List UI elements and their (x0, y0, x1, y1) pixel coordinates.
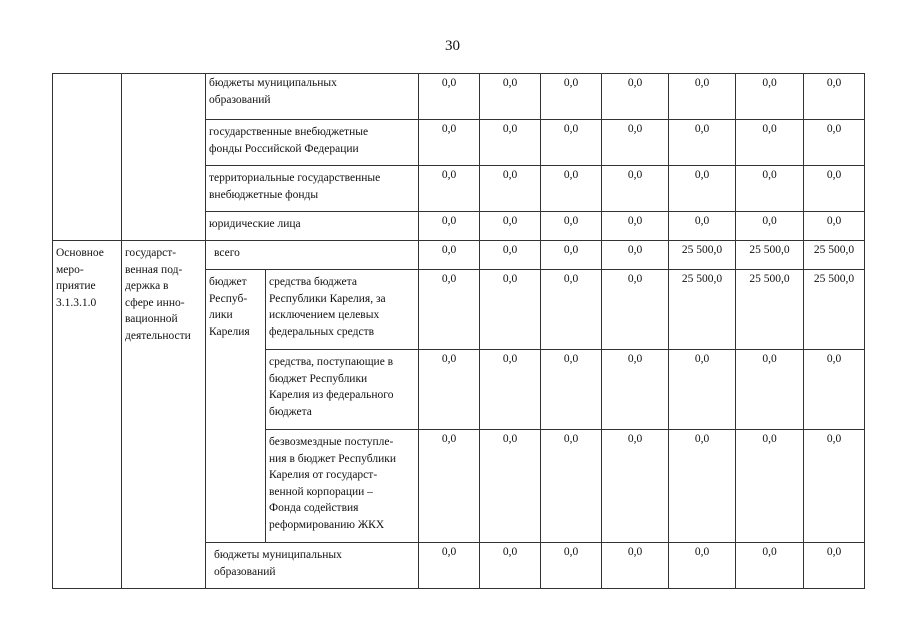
value-cell: 25 500,0 (669, 270, 736, 350)
status-cell-empty (53, 74, 122, 241)
value-cell: 0,0 (602, 166, 669, 212)
value-cell: 0,0 (541, 430, 602, 543)
value-cell: 25 500,0 (736, 270, 804, 350)
value-cell: 0,0 (736, 212, 804, 241)
value-cell: 0,0 (419, 166, 480, 212)
value-cell: 0,0 (736, 120, 804, 166)
value-cell: 0,0 (602, 350, 669, 430)
value-cell: 0,0 (669, 212, 736, 241)
value-cell: 0,0 (541, 543, 602, 589)
value-cell: 0,0 (419, 350, 480, 430)
value-cell: 0,0 (669, 430, 736, 543)
page-number: 30 (445, 38, 460, 54)
value-cell: 0,0 (804, 120, 865, 166)
value-cell: 0,0 (480, 430, 541, 543)
value-cell: 0,0 (419, 430, 480, 543)
value-cell: 0,0 (804, 350, 865, 430)
value-cell: 0,0 (804, 430, 865, 543)
value-cell: 0,0 (480, 74, 541, 120)
value-cell: 0,0 (480, 120, 541, 166)
value-cell: 25 500,0 (736, 241, 804, 270)
source-cell: юридические лица (206, 212, 419, 241)
value-cell: 0,0 (736, 350, 804, 430)
value-cell: 0,0 (419, 212, 480, 241)
value-cell: 0,0 (602, 74, 669, 120)
measure-name-cell: государст- венная под- держка в сфере инно- вационной деятельности (122, 241, 206, 589)
value-cell: 0,0 (736, 166, 804, 212)
value-cell: 0,0 (669, 74, 736, 120)
value-cell: 0,0 (480, 543, 541, 589)
value-cell: 0,0 (541, 74, 602, 120)
source-cell: средства, поступающие в бюджет Республики Карелия из федерального бюджета (266, 350, 419, 430)
value-cell: 0,0 (669, 350, 736, 430)
value-cell: 0,0 (480, 350, 541, 430)
source-cell-total: всего (206, 241, 419, 270)
source-cell: государственные внебюджетные фонды Российской Федерации (206, 120, 419, 166)
value-cell: 0,0 (602, 241, 669, 270)
value-cell: 0,0 (804, 543, 865, 589)
value-cell: 0,0 (419, 74, 480, 120)
value-cell: 0,0 (736, 543, 804, 589)
value-cell: 0,0 (419, 543, 480, 589)
value-cell: 0,0 (419, 270, 480, 350)
budget-group-cell: бюджет Респуб- лики Карелия (206, 270, 266, 543)
value-cell: 0,0 (541, 350, 602, 430)
source-cell: территориальные государственные внебюджетные фонды (206, 166, 419, 212)
value-cell: 0,0 (602, 212, 669, 241)
source-cell: бюджеты муниципальных образований (206, 543, 419, 589)
value-cell: 0,0 (602, 270, 669, 350)
value-cell: 0,0 (804, 74, 865, 120)
value-cell: 0,0 (480, 270, 541, 350)
value-cell: 0,0 (480, 241, 541, 270)
source-cell: безвозмездные поступле- ния в бюджет Республики Карелия от государст- венной корпорации – Фонда содействия реформированию ЖКХ (266, 430, 419, 543)
value-cell: 0,0 (419, 241, 480, 270)
value-cell: 0,0 (480, 212, 541, 241)
value-cell: 0,0 (669, 543, 736, 589)
value-cell: 0,0 (541, 241, 602, 270)
name-cell-empty (122, 74, 206, 241)
budget-table (52, 73, 865, 589)
table-row (53, 241, 865, 270)
value-cell: 0,0 (736, 74, 804, 120)
value-cell: 0,0 (419, 120, 480, 166)
value-cell: 0,0 (480, 166, 541, 212)
value-cell: 25 500,0 (804, 270, 865, 350)
value-cell: 0,0 (669, 120, 736, 166)
value-cell: 0,0 (669, 166, 736, 212)
value-cell: 25 500,0 (669, 241, 736, 270)
source-cell: бюджеты муниципальных образований (206, 74, 419, 120)
value-cell: 25 500,0 (804, 241, 865, 270)
value-cell: 0,0 (541, 120, 602, 166)
value-cell: 0,0 (602, 543, 669, 589)
value-cell: 0,0 (602, 430, 669, 543)
measure-status-cell: Основное меро- приятие 3.1.3.1.0 (53, 241, 122, 589)
value-cell: 0,0 (541, 212, 602, 241)
value-cell: 0,0 (541, 270, 602, 350)
value-cell: 0,0 (541, 166, 602, 212)
source-cell: средства бюджета Республики Карелия, за исключением целевых федеральных средств (266, 270, 419, 350)
value-cell: 0,0 (804, 166, 865, 212)
value-cell: 0,0 (804, 212, 865, 241)
value-cell: 0,0 (736, 430, 804, 543)
table-row (53, 74, 865, 120)
value-cell: 0,0 (602, 120, 669, 166)
